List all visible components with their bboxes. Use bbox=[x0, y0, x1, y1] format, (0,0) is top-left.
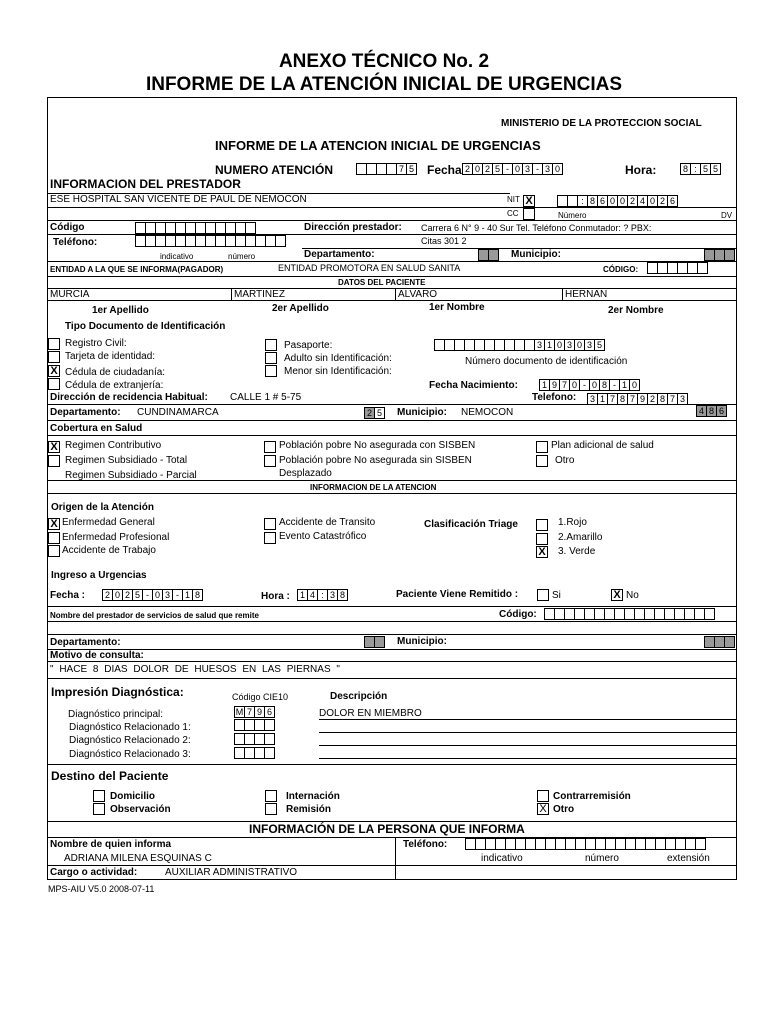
municipio-paciente-value: NEMOCON bbox=[461, 407, 514, 418]
ingreso-fecha-cells[interactable]: 2 0 2 5 - 0 3 - 1 8 bbox=[103, 589, 203, 601]
subsidiado-total-label: Regimen Subsidiado - Total bbox=[65, 455, 188, 466]
observacion-checkbox[interactable] bbox=[93, 803, 105, 815]
adulto-sin-id-label: Adulto sin Identificación: bbox=[284, 353, 392, 364]
registro-civil-label: Registro Civil: bbox=[65, 338, 127, 349]
residencia-label: Dirección de recidencia Habitual: bbox=[50, 392, 208, 403]
departamento-code-cells[interactable]: 2 5 bbox=[365, 407, 385, 419]
contributivo-label: Regimen Contributivo bbox=[65, 440, 162, 451]
domicilio-checkbox[interactable] bbox=[93, 790, 105, 802]
remite-municipio-label: Municipio: bbox=[397, 636, 447, 647]
cargo-label: Cargo o actividad: bbox=[50, 867, 138, 878]
fecha-cells[interactable]: 2 0 2 5 - 0 3 - 3 0 bbox=[463, 163, 563, 175]
doc-number-label: Número documento de identificación bbox=[465, 356, 628, 367]
enfermedad-general-checkbox[interactable]: X bbox=[48, 518, 60, 530]
direccion-label: Dirección prestador: bbox=[304, 222, 402, 233]
dx-principal-label: Diagnóstico principal: bbox=[68, 709, 164, 720]
nombre1-label: 1er Nombre bbox=[429, 302, 485, 313]
remite-codigo-label: Código: bbox=[499, 609, 537, 620]
ingreso-label: Ingreso a Urgencias bbox=[51, 570, 147, 581]
numero-label: número bbox=[228, 252, 256, 261]
pasaporte-label: Pasaporte: bbox=[284, 340, 333, 351]
informante-telefono-cells[interactable] bbox=[466, 838, 706, 850]
registro-civil-checkbox[interactable] bbox=[48, 338, 60, 350]
desplazado-label: Desplazado bbox=[279, 468, 332, 479]
cedula-ciudadania-checkbox[interactable]: X bbox=[48, 365, 60, 377]
numero-atencion-label: NUMERO ATENCIÓN bbox=[215, 163, 333, 177]
enfermedad-profesional-checkbox[interactable] bbox=[48, 532, 60, 544]
enfermedad-general-label: Enfermedad General bbox=[62, 517, 155, 528]
ingreso-hora-cells[interactable]: 1 4 : 3 8 bbox=[298, 589, 348, 601]
apellido2-value: MARTINEZ bbox=[234, 289, 285, 300]
informante-indicativo-label: indicativo bbox=[481, 853, 523, 864]
nit-checkbox[interactable]: X bbox=[523, 195, 535, 207]
adulto-sin-id-checkbox[interactable] bbox=[265, 352, 277, 364]
dx-principal-desc: DOLOR EN MIEMBRO bbox=[319, 708, 422, 719]
paciente-section-title: DATOS DEL PACIENTE bbox=[338, 278, 426, 287]
form-title: INFORME DE LA ATENCION INICIAL DE URGENCIAS bbox=[215, 138, 541, 153]
triage-amarillo-label: 2.Amarillo bbox=[558, 532, 603, 543]
informante-section-title: INFORMACIÓN DE LA PERSONA QUE INFORMA bbox=[249, 822, 525, 836]
cargo-value: AUXILIAR ADMINISTRATIVO bbox=[165, 867, 298, 878]
entidad-codigo-cells[interactable] bbox=[648, 262, 708, 274]
subsidiado-total-checkbox[interactable] bbox=[48, 455, 60, 467]
observacion-label: Observación bbox=[110, 804, 171, 815]
pobre-sin-sisben-label: Población pobre No asegurada sin SISBEN bbox=[279, 455, 472, 466]
tarjeta-identidad-label: Tarjeta de identidad: bbox=[65, 351, 156, 362]
remision-label: Remisión bbox=[286, 804, 332, 815]
pobre-con-sisben-checkbox[interactable] bbox=[264, 441, 276, 453]
direccion-value-2: Citas 301 2 bbox=[421, 236, 467, 246]
internacion-checkbox[interactable] bbox=[265, 790, 277, 802]
prestador-remite-label: Nombre del prestador de servicios de salud que remite bbox=[50, 611, 259, 620]
nombre1-value: ALVARO bbox=[398, 289, 438, 300]
informante-nombre-value: ADRIANA MILENA ESQUINAS C bbox=[64, 853, 212, 864]
entidad-value: ENTIDAD PROMOTORA EN SALUD SANITA bbox=[278, 263, 461, 273]
ministry-label: MINISTERIO DE LA PROTECCION SOCIAL bbox=[501, 118, 702, 129]
tarjeta-identidad-checkbox[interactable] bbox=[48, 351, 60, 363]
remitido-si-checkbox[interactable] bbox=[537, 589, 549, 601]
prestador-name: ESE HOSPITAL SAN VICENTE DE PAUL DE NEMOCON bbox=[50, 194, 307, 205]
cc-label: CC bbox=[507, 209, 519, 218]
dx-rel1-code-cells[interactable] bbox=[235, 719, 275, 731]
remitido-label: Paciente Viene Remitido : bbox=[396, 589, 519, 600]
departamento-prestador-cells[interactable] bbox=[479, 249, 499, 261]
entidad-label: ENTIDAD A LA QUE SE INFORMA(PAGADOR) bbox=[50, 265, 224, 274]
accidente-trabajo-checkbox[interactable] bbox=[48, 545, 60, 557]
contributivo-checkbox[interactable]: X bbox=[48, 441, 60, 453]
numero-atencion-cells[interactable]: 7 5 bbox=[357, 163, 417, 175]
ingreso-hora-label: Hora : bbox=[261, 591, 290, 602]
motivo-label: Motivo de consulta: bbox=[50, 650, 144, 661]
contrarremision-label: Contrarremisión bbox=[553, 791, 631, 802]
remision-checkbox[interactable] bbox=[265, 803, 277, 815]
accidente-transito-label: Accidente de Transito bbox=[279, 517, 376, 528]
codigo-upper-label: CÓDIGO: bbox=[603, 265, 639, 274]
atencion-section-title: INFORMACION DE LA ATENCION bbox=[310, 483, 437, 492]
domicilio-label: Domicilio bbox=[110, 791, 156, 802]
cie10-label: Código CIE10 bbox=[232, 692, 289, 702]
departamento-paciente-value: CUNDINAMARCA bbox=[137, 407, 219, 418]
cedula-extranjeria-label: Cédula de extranjería: bbox=[65, 380, 164, 391]
documento-cells[interactable]: 3 1 0 3 0 3 5 bbox=[435, 339, 605, 351]
codigo-label: Código bbox=[50, 222, 85, 233]
triage-rojo-label: 1.Rojo bbox=[558, 517, 587, 528]
hora-label: Hora: bbox=[625, 163, 657, 177]
annex-title: ANEXO TÉCNICO No. 2 bbox=[278, 51, 490, 72]
fecha-nac-label: Fecha Nacimiento: bbox=[429, 380, 518, 391]
apellido1-value: MURCIA bbox=[50, 289, 90, 300]
municipio-paciente-label: Municipio: bbox=[397, 407, 447, 418]
pobre-sin-sisben-checkbox[interactable] bbox=[264, 455, 276, 467]
telefono-prestador-cells[interactable] bbox=[136, 235, 286, 247]
menor-sin-id-label: Menor sin Identificación: bbox=[284, 366, 392, 377]
departamento-prestador-label: Departamento: bbox=[304, 249, 375, 260]
accidente-transito-checkbox[interactable] bbox=[264, 518, 276, 530]
nit-label: NIT bbox=[507, 195, 520, 204]
triage-verde-label: 3. Verde bbox=[558, 546, 596, 557]
triage-rojo-checkbox[interactable] bbox=[536, 519, 548, 531]
telefono-paciente-label: Telefono: bbox=[532, 392, 577, 403]
fecha-label: Fecha bbox=[427, 163, 462, 177]
numero-sub-label: Número bbox=[558, 211, 587, 220]
residencia-value: CALLE 1 # 5-75 bbox=[230, 392, 302, 403]
dx-principal-code-cells[interactable]: M 7 9 6 bbox=[235, 706, 275, 718]
informante-nombre-label: Nombre de quien informa bbox=[50, 839, 172, 850]
nombre2-value: HERNAN bbox=[565, 289, 608, 300]
fecha-nac-cells[interactable]: 1 9 7 0 - 0 8 - 1 0 bbox=[540, 379, 640, 391]
departamento-paciente-label: Departamento: bbox=[50, 407, 121, 418]
evento-catastrofico-label: Evento Catastrófico bbox=[279, 531, 367, 542]
accidente-trabajo-label: Accidente de Trabajo bbox=[62, 545, 156, 556]
destino-label: Destino del Paciente bbox=[51, 769, 169, 783]
motivo-value: " HACE 8 DIAS DOLOR DE HUESOS EN LAS PIERNAS " bbox=[50, 664, 340, 675]
direccion-value: Carrera 6 N° 9 - 40 Sur Tel. Teléfono Conmutador: ? PBX: bbox=[421, 223, 652, 233]
nombre2-label: 2er Nombre bbox=[608, 305, 664, 316]
dv-label: DV bbox=[721, 211, 733, 220]
enfermedad-profesional-label: Enfermedad Profesional bbox=[62, 532, 170, 543]
cedula-ciudadania-label: Cédula de ciudadanía: bbox=[65, 367, 166, 378]
origen-label: Origen de la Atención bbox=[51, 502, 154, 513]
triage-amarillo-checkbox[interactable] bbox=[536, 533, 548, 545]
cedula-extranjeria-checkbox[interactable] bbox=[48, 378, 60, 390]
descripcion-label: Descripción bbox=[330, 691, 388, 702]
menor-sin-id-checkbox[interactable] bbox=[265, 365, 277, 377]
informante-extension-label: extensión bbox=[667, 853, 710, 864]
otro-cobertura-checkbox[interactable] bbox=[536, 455, 548, 467]
evento-catastrofico-checkbox[interactable] bbox=[264, 532, 276, 544]
cc-checkbox[interactable] bbox=[523, 208, 535, 220]
pobre-con-sisben-label: Población pobre No asegurada con SISBEN bbox=[279, 440, 476, 451]
prestador-section-title: INFORMACION DEL PRESTADOR bbox=[50, 177, 241, 191]
apellido1-label: 1er Apellido bbox=[92, 305, 149, 316]
dx-rel1-label: Diagnóstico Relacionado 1: bbox=[69, 722, 191, 733]
remitido-si-label: Si bbox=[552, 590, 561, 601]
dx-rel3-code-cells[interactable] bbox=[235, 747, 275, 759]
plan-adicional-checkbox[interactable] bbox=[536, 441, 548, 453]
dx-rel3-label: Diagnóstico Relacionado 3: bbox=[69, 749, 191, 760]
plan-adicional-label: Plan adicional de salud bbox=[551, 440, 654, 451]
dx-rel2-code-cells[interactable] bbox=[235, 733, 275, 745]
contrarremision-checkbox[interactable] bbox=[537, 790, 549, 802]
impresion-label: Impresión Diagnóstica: bbox=[51, 685, 184, 699]
ingreso-fecha-label: Fecha : bbox=[50, 590, 86, 601]
triage-label: Clasificación Triage bbox=[424, 519, 518, 530]
municipio-code-cells[interactable]: 4 8 6 bbox=[697, 405, 727, 417]
triage-verde-checkbox[interactable]: X bbox=[536, 546, 548, 558]
telefono-label: Teléfono: bbox=[53, 237, 98, 248]
subsidiado-parcial-label: Regimen Subsidiado - Parcial bbox=[65, 470, 197, 481]
report-title: INFORME DE LA ATENCIÓN INICIAL DE URGENCIAS bbox=[145, 74, 623, 95]
remitido-no-label: No bbox=[626, 590, 639, 601]
form-version: MPS-AIU V5.0 2008-07-11 bbox=[48, 884, 155, 894]
indicativo-label: indicativo bbox=[160, 252, 194, 261]
otro-destino-label: Otro bbox=[553, 804, 575, 815]
codigo-prestador-cells[interactable] bbox=[136, 222, 256, 234]
informante-numero-label: número bbox=[585, 853, 619, 864]
municipio-prestador-cells[interactable] bbox=[705, 249, 735, 261]
remite-departamento-label: Departamento: bbox=[50, 637, 121, 648]
remitido-no-checkbox[interactable]: X bbox=[611, 589, 623, 601]
cobertura-label: Cobertura en Salud bbox=[50, 423, 143, 434]
hora-cells[interactable]: 8 : 5 5 bbox=[681, 163, 721, 175]
informante-telefono-label: Teléfono: bbox=[403, 839, 448, 850]
remite-codigo-cells[interactable] bbox=[545, 608, 715, 620]
tipo-doc-label: Tipo Documento de Identificación bbox=[65, 321, 226, 332]
remite-departamento-cells[interactable] bbox=[365, 636, 385, 648]
internacion-label: Internación bbox=[286, 791, 340, 802]
otro-destino-checkbox[interactable]: X bbox=[537, 803, 549, 815]
nit-cells[interactable]: : 8 6 0 0 2 4 0 2 6 bbox=[558, 195, 678, 207]
pasaporte-checkbox[interactable] bbox=[265, 339, 277, 351]
telefono-paciente-cells[interactable]: 3 1 7 8 7 9 2 8 7 3 bbox=[588, 393, 688, 405]
otro-cobertura-label: Otro bbox=[555, 455, 575, 466]
remite-municipio-cells[interactable] bbox=[705, 636, 735, 648]
municipio-prestador-label: Municipio: bbox=[511, 249, 561, 260]
dx-rel2-label: Diagnóstico Relacionado 2: bbox=[69, 735, 191, 746]
apellido2-label: 2er Apellido bbox=[272, 303, 329, 314]
